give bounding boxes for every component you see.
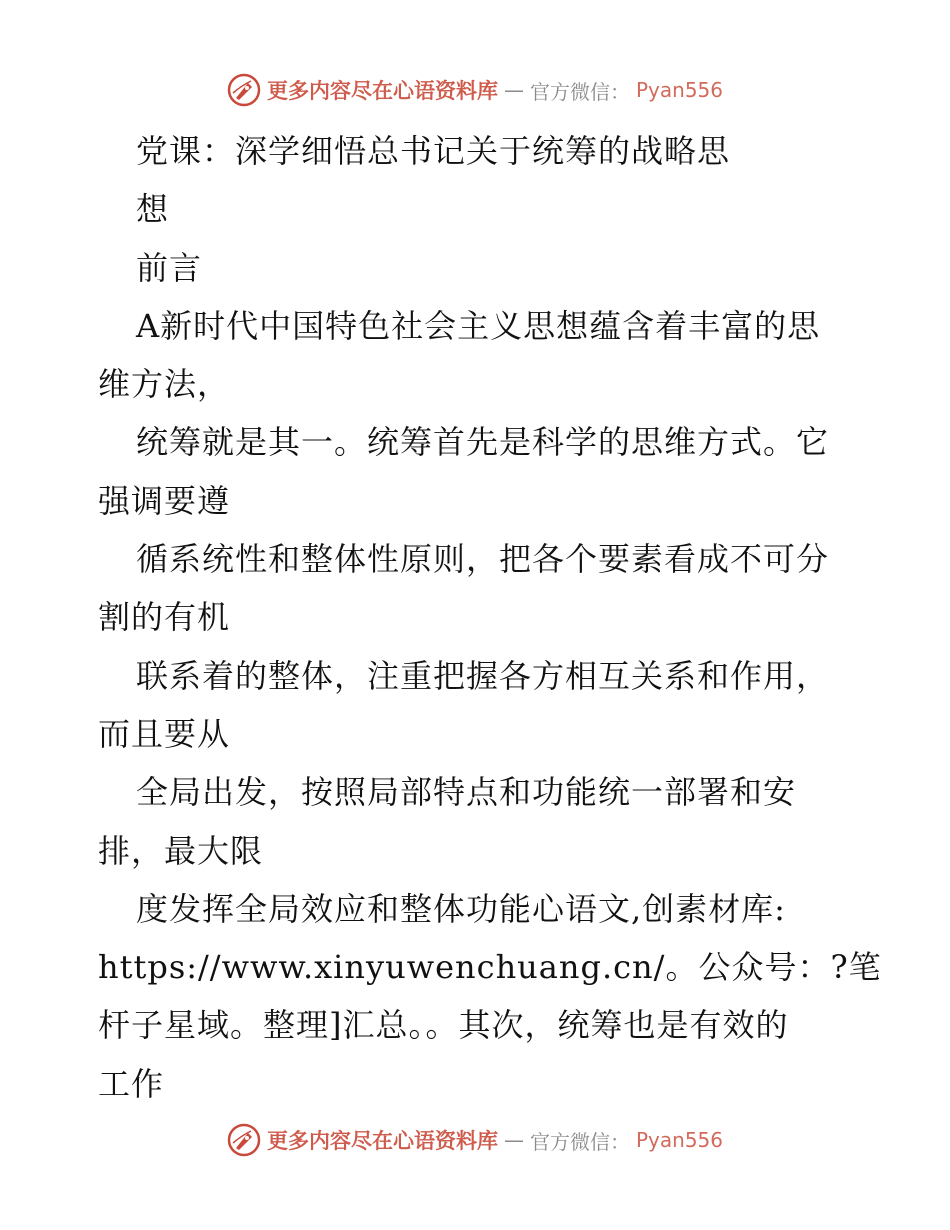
text-line: 排，最大限 bbox=[98, 831, 264, 870]
text-line: 前言 bbox=[136, 248, 203, 287]
banner-wechat-label: 官方微信： bbox=[529, 79, 630, 104]
pen-nib-logo-icon bbox=[227, 73, 261, 107]
document-body bbox=[98, 122, 882, 1113]
text-line: 强调要遵 bbox=[98, 481, 231, 520]
pen-nib-logo-icon bbox=[227, 1123, 261, 1157]
footer-banner bbox=[0, 1120, 950, 1160]
banner-wechat-id: Pyan556 bbox=[635, 78, 723, 102]
text-line: 联系着的整体，注重把握各方相互关系和作用， bbox=[136, 656, 830, 695]
text-line: 统筹就是其一。统筹首先是科学的思维方式。它 bbox=[136, 423, 830, 462]
text-line: 杆子星域。整理]汇总。。其次，统筹也是有效的 bbox=[98, 1006, 789, 1045]
text-line: 而且要从 bbox=[98, 714, 231, 753]
text-line: https://www.xinyuwenchuang.cn/。公众号：?笔 bbox=[98, 948, 882, 987]
text-line: 度发挥全局效应和整体功能心语文,创素材库: bbox=[136, 889, 786, 928]
banner-main-text: 更多内容尽在心语资料库 bbox=[266, 79, 498, 103]
text-line: 维方法， bbox=[98, 365, 231, 404]
text-line: 党课：深学细悟总书记关于统筹的战略思 bbox=[136, 132, 731, 170]
banner-main-text: 更多内容尽在心语资料库 bbox=[266, 1129, 498, 1153]
banner-wechat-label: 官方微信： bbox=[529, 1129, 630, 1154]
text-line: 循系统性和整体性原则，把各个要素看成不可分 bbox=[136, 540, 830, 579]
text-line: 想 bbox=[136, 190, 170, 229]
text-line: A新时代中国特色社会主义思想蕴含着丰富的思 bbox=[136, 306, 821, 345]
text-line: 工作 bbox=[98, 1064, 165, 1103]
banner-dash: — bbox=[503, 1128, 524, 1152]
text-line: 全局出发，按照局部特点和功能统一部署和安 bbox=[136, 773, 797, 812]
text-line: 割的有机 bbox=[98, 598, 231, 637]
header-banner bbox=[0, 70, 950, 110]
banner-wechat-id: Pyan556 bbox=[635, 1128, 723, 1152]
banner-dash: — bbox=[503, 78, 524, 102]
